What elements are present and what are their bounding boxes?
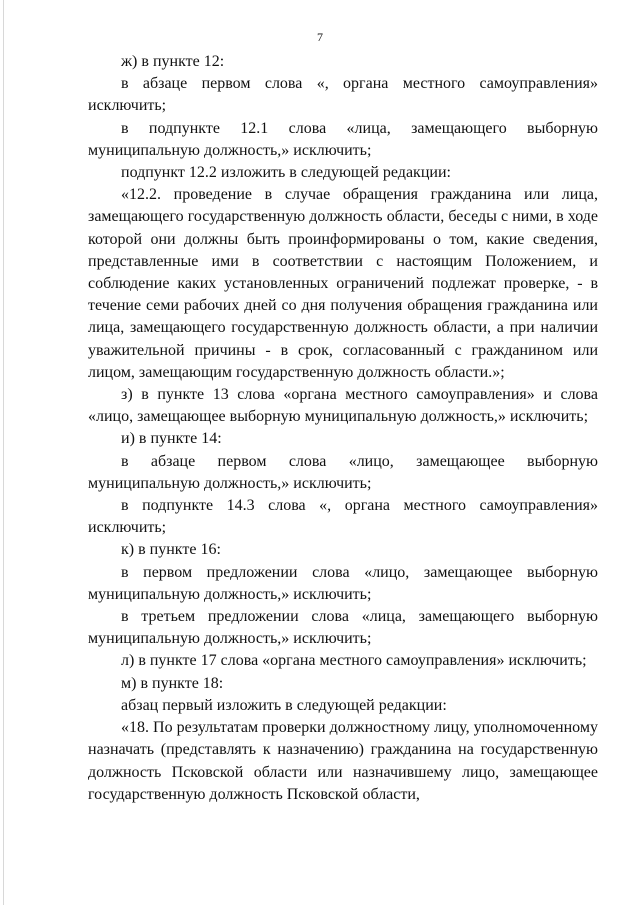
paragraph-item-i: и) в пункте 14: (121, 430, 222, 448)
page-number: 7 (317, 30, 323, 44)
paragraph-first-sentence: в первом предложении слова «лицо, замещающее выборную муниципальную должность,» исключить; (88, 563, 598, 603)
paragraph-punkt-18-text: «18. По результатам проверки должностному лицу, уполномоченному назначать (представлять к назначению) гражданина на государственную должность Псковской области или назначившему лицо, замещающее государственную должность Псковской области, (88, 719, 598, 803)
paragraph-item-m: м) в пункте 18: (121, 674, 224, 692)
paragraph-abzac-pervyi-14: в абзаце первом слова «лицо, замещающее выборную муниципальную должность,» исключить; (88, 452, 598, 492)
paragraph-item-k: к) в пункте 16: (121, 541, 221, 559)
document-body (88, 51, 598, 806)
paragraph-item-z: з) в пункте 13 слова «органа местного самоуправления» и слова «лицо, замещающее выборную муниципальную должность,» исключить; (88, 386, 598, 426)
paragraph-abzac-intro: абзац первый изложить в следующей редакции: (121, 696, 447, 714)
paragraph-third-sentence: в третьем предложении слова «лица, замещающего выборную муниципальную должность,» исключить; (88, 608, 598, 648)
paragraph-podpunkt-14-3: в подпункте 14.3 слова «, органа местного самоуправления» исключить; (88, 497, 598, 537)
paragraph-abzac-pervyi: в абзаце первом слова «, органа местного самоуправления» исключить; (88, 75, 598, 115)
scan-edge-line (3, 0, 4, 905)
paragraph-item-l: л) в пункте 17 слова «органа местного самоуправления» исключить; (121, 652, 587, 670)
paragraph-podpunkt-12-2-intro: подпункт 12.2 изложить в следующей редакции: (121, 164, 451, 182)
paragraph-podpunkt-12-2-text: «12.2. проведение в случае обращения гражданина или лица, замещающего государственную должность области, беседы с ними, в ходе которой они должны быть проинформированы о том, какие сведения, представленные ими в соответствии с настоящим Положением, и соблюдение каких установленных ограничений подлежат проверке, - в течение семи рабочих дней со дня получения обращения гражданина или лица, замещающего государственную должность области, а при наличии уважительной причины - в срок, согласованный с гражданином или лицом, замещающим государственную должность области.»; (88, 186, 598, 381)
paragraph-podpunkt-12-1: в подпункте 12.1 слова «лица, замещающего выборную муниципальную должность,» исключить; (88, 119, 598, 159)
paragraph-item-zh: ж) в пункте 12: (121, 53, 225, 70)
